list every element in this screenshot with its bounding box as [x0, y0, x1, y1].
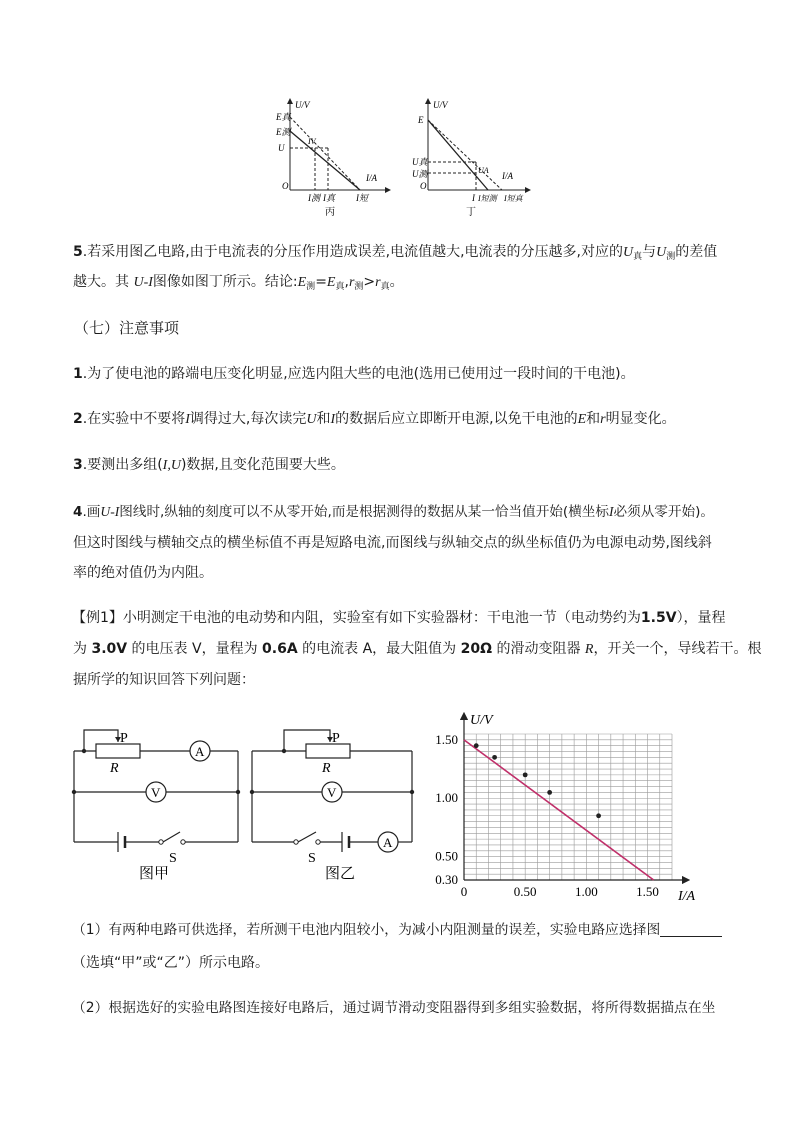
para5-text: 图像如图丁所示。结论: [152, 274, 298, 290]
note-text: 必须从零开始)。 [613, 504, 714, 520]
switch-label: S [308, 851, 316, 866]
note-text: 和 [316, 411, 331, 427]
x-axis-label: I/A [678, 889, 696, 902]
para5-number: 5 [73, 244, 83, 260]
example-text: 的电压表 V，量程为 [131, 641, 258, 657]
r-symbol: R [584, 642, 594, 657]
figure-ding [408, 95, 548, 220]
junction-dot [410, 790, 414, 794]
switch-label: S [169, 851, 177, 866]
switch-contact [159, 840, 163, 844]
voltmeter-label: V [327, 785, 337, 800]
caption-ding: 丁 [466, 207, 476, 218]
comma: , [344, 274, 349, 290]
r-symbol: r [600, 412, 606, 427]
x-tick-label: 0 [460, 884, 468, 899]
i-short-true-label: I短真 [504, 194, 523, 203]
u-label: U [278, 143, 285, 153]
note-text: )数据,且变化范围要大些。 [180, 457, 345, 473]
junction-dot [82, 749, 86, 753]
example-tag: 【例1】 [72, 610, 123, 626]
circuit-jia [68, 722, 246, 890]
sub-true: 真 [633, 252, 643, 262]
switch-blade [298, 832, 316, 842]
e-label: E [418, 115, 424, 125]
y-axis-label: U/V [470, 713, 493, 728]
true-line [290, 117, 360, 190]
rheostat-label: R [110, 761, 119, 776]
example-text: ，开关一个，导线若干。根 [593, 641, 762, 657]
q2-text: 根据选好的实验电路图连接好电路后，通过调节滑动变阻器得到多组实验数据，将所得数据描点在坐 [108, 1000, 716, 1016]
e-symbol: E [297, 275, 307, 290]
para5-line1 [73, 242, 717, 267]
iu-symbol: I,U [162, 458, 181, 473]
u-symbol: U [306, 412, 317, 427]
r-symbol: r [375, 275, 381, 290]
data-point [474, 743, 479, 748]
ui-symbol: U-I [133, 275, 153, 290]
junction-dot [72, 790, 76, 794]
i-symbol: I [609, 504, 614, 519]
note-text: 调得过大,每次读完 [189, 411, 307, 427]
slider-label: P [120, 731, 128, 746]
para5-text: .若采用图乙电路,由于电流表的分压作用造成误差,电流值越大,电流表的分压越多,对应的 [82, 244, 623, 260]
ui-chart [420, 708, 710, 902]
sub-meas: 测 [354, 282, 364, 292]
q1-number: （1） [72, 922, 109, 938]
switch-contact [294, 840, 298, 844]
sub-true: 真 [380, 282, 390, 292]
origin-label: O [420, 181, 427, 191]
note-2 [73, 409, 676, 430]
x-tick-label: 0.50 [513, 884, 537, 899]
para5-text: 的差值 [675, 244, 718, 260]
junction-dot [236, 790, 240, 794]
switch-contact [316, 840, 320, 844]
example-line3: 据所学的知识回答下列问题： [73, 672, 255, 688]
measured-line [428, 120, 488, 190]
period: 。 [389, 274, 404, 290]
example-text: 的滑动变阻器 [496, 641, 581, 657]
sub-meas: 测 [666, 252, 676, 262]
conj: 与 [642, 244, 657, 260]
note-text: .画 [82, 504, 101, 520]
r-symbol: r [348, 275, 355, 290]
ammeter-label: A [383, 835, 393, 850]
q1-answer-blank[interactable] [660, 922, 722, 937]
ammeter-label: A [195, 744, 205, 759]
greater-than: > [363, 274, 376, 290]
iv-label: IV [308, 137, 316, 146]
rheostat [96, 744, 140, 758]
y-axis-label: U/V [433, 100, 448, 110]
caption-yi: 图乙 [325, 866, 356, 882]
note-4-line3: 率的绝对值仍为内阻。 [73, 565, 213, 581]
example-text: 小明测定干电池的电动势和内阻，实验室有如下实验器材：干电池一节（电动势约为 [122, 610, 641, 626]
section-title: （七）注意事项 [74, 319, 180, 337]
sub-meas: 测 [306, 282, 316, 292]
ua-label: UA [478, 166, 489, 175]
origin-label: O [282, 181, 289, 191]
note-4-line1 [73, 502, 714, 522]
q1-line2: （选填“甲”或“乙”）所示电路。 [72, 955, 270, 971]
value-3-0v: 3.0V [91, 641, 128, 657]
junction-dot [250, 790, 254, 794]
rheostat [306, 744, 350, 758]
value-20-ohm: 20Ω [460, 641, 492, 657]
data-point [523, 772, 528, 777]
caption-jia: 图甲 [139, 866, 170, 882]
i-symbol: I [330, 412, 336, 427]
para5-text: 越大。其 [73, 274, 129, 290]
note-text: 的数据后应立即断开电源,以免干电池的 [335, 411, 578, 427]
i-symbol: I [185, 412, 190, 427]
figure-bing [270, 95, 410, 220]
y-tick-label: 1.00 [435, 790, 458, 806]
caption-bing: 丙 [325, 207, 335, 218]
x-tick-label: 1.50 [636, 884, 659, 899]
note-4-line2: 但这时图线与横轴交点的横坐标值不再是短路电流,而图线与纵轴交点的纵坐标值仍为电源电动势,图线斜 [73, 535, 712, 551]
note-text: 和 [586, 411, 601, 427]
u-symbol: U [656, 245, 667, 260]
measured-line [290, 131, 360, 190]
q1-line1 [72, 920, 722, 940]
data-point [547, 790, 552, 795]
true-line [428, 120, 502, 190]
u-true-label: U真 [412, 157, 428, 167]
example-line2 [73, 639, 761, 660]
equals: = [315, 274, 327, 290]
y-tick-label: 0.30 [435, 872, 458, 887]
note-number: 4 [73, 504, 83, 520]
u-symbol: U [623, 245, 634, 260]
data-point [596, 813, 601, 818]
example-line1 [72, 608, 726, 628]
note-number: 2 [73, 411, 83, 427]
note-text: .为了使电池的路端电压变化明显,应选内阻大些的电池(选用已使用过一段时间的干电池)。 [82, 366, 635, 382]
value-0-6a: 0.6A [262, 641, 298, 657]
junction-dot [282, 749, 286, 753]
note-number: 1 [73, 366, 83, 382]
e-meas-label: E测 [276, 127, 291, 137]
x-tick-label: 1.00 [574, 884, 598, 899]
e-symbol: E [577, 412, 587, 427]
note-3 [73, 455, 345, 476]
i-label: I [472, 193, 475, 203]
rheostat-label: R [322, 761, 331, 776]
note-text: 图线时,纵轴的刻度可以不从零开始,而是根据测得的数据从某一恰当值开始(横坐标 [119, 504, 609, 520]
x-axis-label: I/A [502, 171, 513, 181]
u-meas-label: U测 [412, 169, 428, 179]
ui-symbol: U-I [100, 504, 120, 519]
note-text: 明显变化。 [605, 411, 676, 427]
sub-true: 真 [335, 282, 345, 292]
q2-line1 [72, 998, 715, 1018]
switch-blade [163, 832, 180, 842]
example-text: 为 [73, 641, 87, 657]
data-point [492, 755, 497, 760]
i-short-meas-label: I短测 [478, 194, 497, 203]
switch-contact [181, 840, 185, 844]
q1-text: 有两种电路可供选择，若所测干电池内阻较小，为减小内阻测量的误差，实验电路应选择图 [108, 922, 661, 938]
circuit-yi [246, 722, 424, 890]
note-1 [73, 364, 635, 384]
note-text: .要测出多组( [82, 457, 163, 473]
i-meas-label: I测 [308, 193, 320, 203]
i-true-label: I真 [323, 193, 335, 203]
example-text: 的电流表 A，最大阻值为 [302, 641, 457, 657]
y-axis-label: U/V [295, 100, 310, 110]
slider-label: P [332, 731, 340, 746]
note-number: 3 [73, 457, 83, 473]
q2-number: （2） [72, 1000, 109, 1016]
note-text: .在实验中不要将 [82, 411, 186, 427]
y-tick-label: 1.50 [435, 731, 458, 747]
e-true-label: E真 [276, 112, 291, 122]
voltmeter-label: V [151, 785, 161, 800]
para5-line2 [73, 272, 404, 297]
e-symbol: E [326, 275, 336, 290]
example-text: ），量程 [676, 610, 726, 626]
i-short-label: I短 [356, 193, 368, 203]
y-tick-label: 0.50 [435, 848, 458, 864]
value-1-5v: 1.5V [640, 610, 677, 626]
x-axis-label: I/A [366, 173, 377, 183]
